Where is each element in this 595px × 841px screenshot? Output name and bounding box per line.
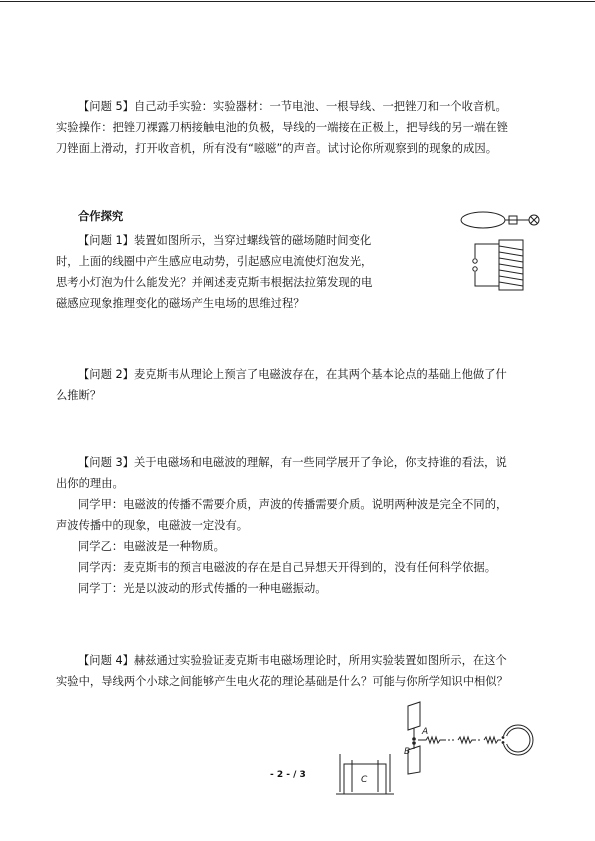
q4-line-1: 【问题 4】赫兹通过实验验证麦克斯韦电磁场理论时，所用实验装置如图所示，在这个 (78, 654, 507, 667)
q2-paragraph (56, 364, 538, 406)
receiver-ball-bottom (502, 741, 505, 744)
receiver-ring-inner (506, 728, 530, 752)
q4-paragraph (56, 650, 538, 692)
q2-line-1: 【问题 2】麦克斯韦从理论上预言了电磁波存在，在其两个基本论点的基础上他做了什 (78, 368, 507, 381)
q1-paragraph (56, 230, 394, 314)
hertz-apparatus-figure (400, 700, 560, 775)
solenoid-circuit (475, 244, 499, 286)
q2-line-2: 么推断？ (56, 389, 102, 402)
spark-ball-a (412, 737, 416, 741)
q3-paragraph (56, 452, 538, 599)
plate-a (408, 702, 420, 730)
capacitor-box-figure (336, 750, 396, 800)
q3-student-ding: 同学丁：光是以波动的形式传播的一种电磁振动。 (78, 582, 327, 595)
q1-line-3: 思考小灯泡为什么能发光？并阐述麦克斯韦根据法拉第发现的电 (56, 276, 373, 289)
spark-ball-b (412, 741, 416, 745)
q1-line-4: 磁感应现象推理变化的磁场产生电场的思维过程？ (56, 297, 305, 310)
q3-line-2: 出你的理由。 (56, 477, 124, 490)
page-number: - 2 - / 3 (270, 770, 306, 780)
q5-line-3: 刀锉面上滑动，打开收音机，所有没有“嗞嗞”的声音。试讨论你所观察到的现象的成因。 (56, 142, 497, 155)
q1-line-2: 时，上面的线圈中产生感应电动势，引起感应电流使灯泡发光， (56, 255, 373, 268)
receiver-ball-top (502, 736, 505, 739)
q3-line-1: 【问题 3】关于电磁场和电磁波的理解，有一些同学展开了争论，你支持谁的看法，说 (78, 456, 507, 469)
q3-student-jia-line-2: 声波传播中的现象，电磁波一定没有。 (56, 519, 249, 532)
top-rule (0, 1, 595, 2)
label-b: B (404, 747, 411, 757)
q5-paragraph (56, 96, 538, 159)
induction-coil-left (418, 737, 446, 743)
label-a: A (422, 727, 429, 737)
solenoid-bulb-figure (455, 204, 555, 294)
q3-student-bing: 同学丙：麦克斯韦的预言电磁波的存在是自己异想天开得到的，没有任何科学依据。 (78, 561, 496, 574)
label-c: C (361, 775, 368, 785)
wave-mid-1 (458, 737, 476, 743)
q1-line-1: 【问题 1】装置如图所示，当穿过螺线管的磁场随时间变化 (78, 234, 372, 247)
q3-student-yi: 同学乙：电磁波是一种物质。 (78, 540, 225, 553)
q5-line-1: 【问题 5】自己动手实验：实验器材：一节电池、一根导线、一把锉刀和一个收音机。 (78, 100, 507, 113)
solenoid-windings (499, 246, 523, 286)
receiver-ring (503, 725, 533, 755)
wave-mid-2 (484, 737, 502, 743)
coop-heading: 合作探究 (78, 210, 124, 223)
pickup-coil (461, 212, 505, 228)
q4-line-2: 实验中，导线两个小球之间能够产生电火花的理论基础是什么？可能与你所学知识中相似？ (56, 675, 508, 688)
q5-line-2: 实验操作：把锉刀裸露刀柄接触电池的负极，导线的一端接在正极上，把导线的另一端在锉 (56, 121, 508, 134)
terminal-top (473, 259, 477, 263)
q3-student-jia-line-1: 同学甲：电磁波的传播不需要介质，声波的传播需要介质。说明两种波是完全不同的， (78, 498, 508, 511)
terminal-bottom (473, 267, 477, 271)
